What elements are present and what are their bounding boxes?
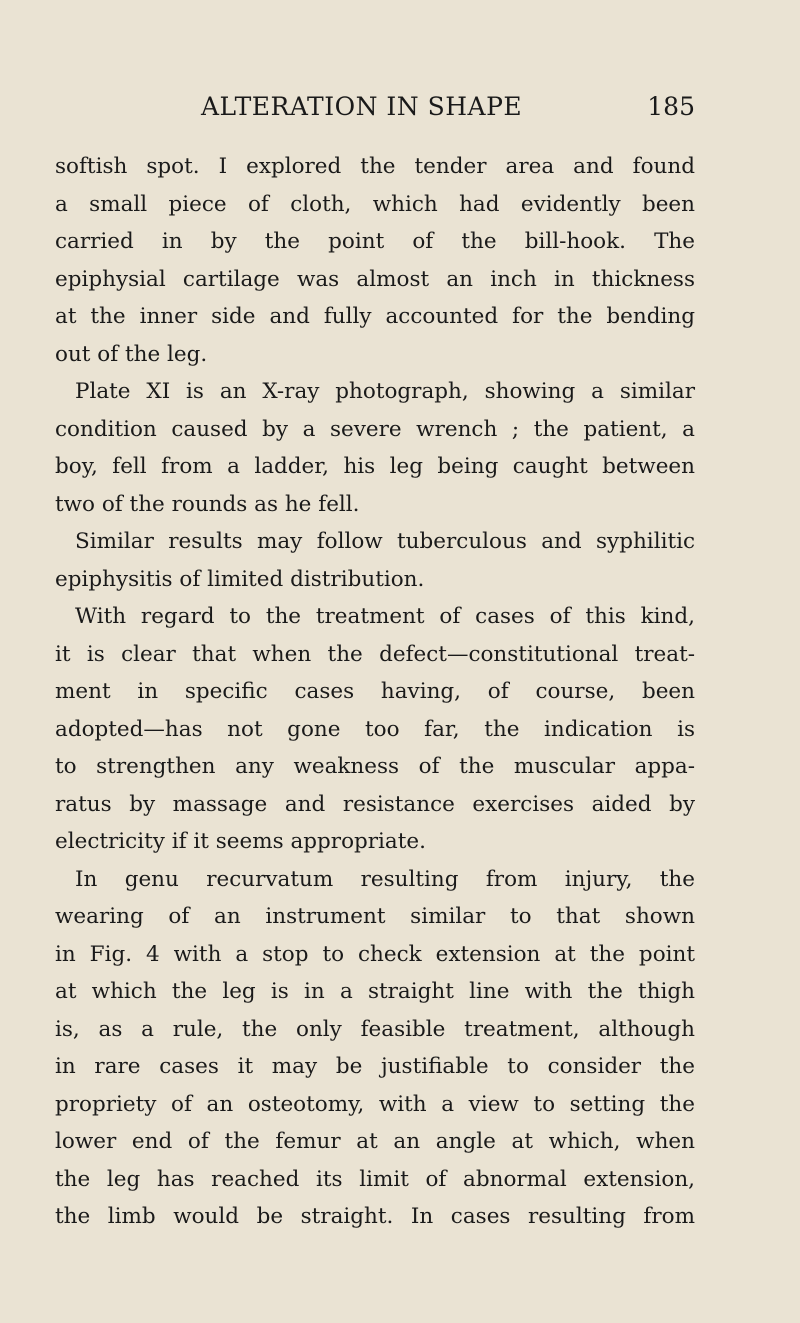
text-line: With regard to the treatment of cases of this kind,: [75, 604, 695, 629]
text-line: in rare cases it may be justifiable to consider the: [55, 1054, 695, 1079]
text-line: In genu recurvatum resulting from injury, the: [75, 866, 695, 892]
text-line: electricity if it seems appropriate.: [55, 829, 426, 854]
text-line: Similar results may follow tuberculous and syphilitic: [75, 529, 695, 554]
text-line: adopted—has not gone too far, the indication is: [55, 716, 695, 742]
text-line: wearing of an instrument similar to that shown: [55, 904, 695, 929]
text-line: it is clear that when the defect—constitutional treat-: [55, 641, 695, 667]
text-line: epiphysial cartilage was almost an inch in thickness: [55, 266, 695, 292]
text-line: softish spot. I explored the tender area and found: [55, 154, 695, 179]
text-line: carried in by the point of the bill-hook. The: [55, 229, 695, 254]
text-line: ment in specific cases having, of course, been: [55, 679, 695, 704]
text-line: at the inner side and fully accounted for the bending: [55, 304, 695, 329]
running-title: ALTERATION IN SHAPE: [201, 92, 523, 121]
text-line: is, as a rule, the only feasible treatment, although: [55, 1016, 695, 1042]
text-line: a small piece of cloth, which had evidently been: [55, 191, 695, 217]
text-line: the leg has reached its limit of abnormal extension,: [55, 1166, 695, 1192]
text-line: two of the rounds as he fell.: [55, 491, 360, 517]
text-line: out of the leg.: [55, 341, 208, 367]
text-line: condition caused by a severe wrench ; the patient, a: [55, 416, 695, 442]
text-line: ratus by massage and resistance exercises aided by: [55, 791, 695, 817]
text-line: propriety of an osteotomy, with a view to setting the: [55, 1091, 695, 1117]
text-line: in Fig. 4 with a stop to check extension at the point: [55, 941, 695, 967]
text-line: boy, fell from a ladder, his leg being caught between: [55, 454, 695, 479]
text-line: to strengthen any weakness of the muscular appa-: [55, 754, 695, 779]
text-line: lower end of the femur at an angle at which, when: [55, 1129, 695, 1154]
text-line: at which the leg is in a straight line with the thigh: [55, 979, 695, 1004]
text-line: the limb would be straight. In cases resulting from: [55, 1204, 695, 1229]
text-line: epiphysitis of limited distribution.: [55, 566, 425, 592]
page-number: 185: [647, 92, 695, 121]
text-line: Plate XI is an X-ray photograph, showing a similar: [75, 379, 695, 404]
body-text: [55, 148, 695, 1236]
